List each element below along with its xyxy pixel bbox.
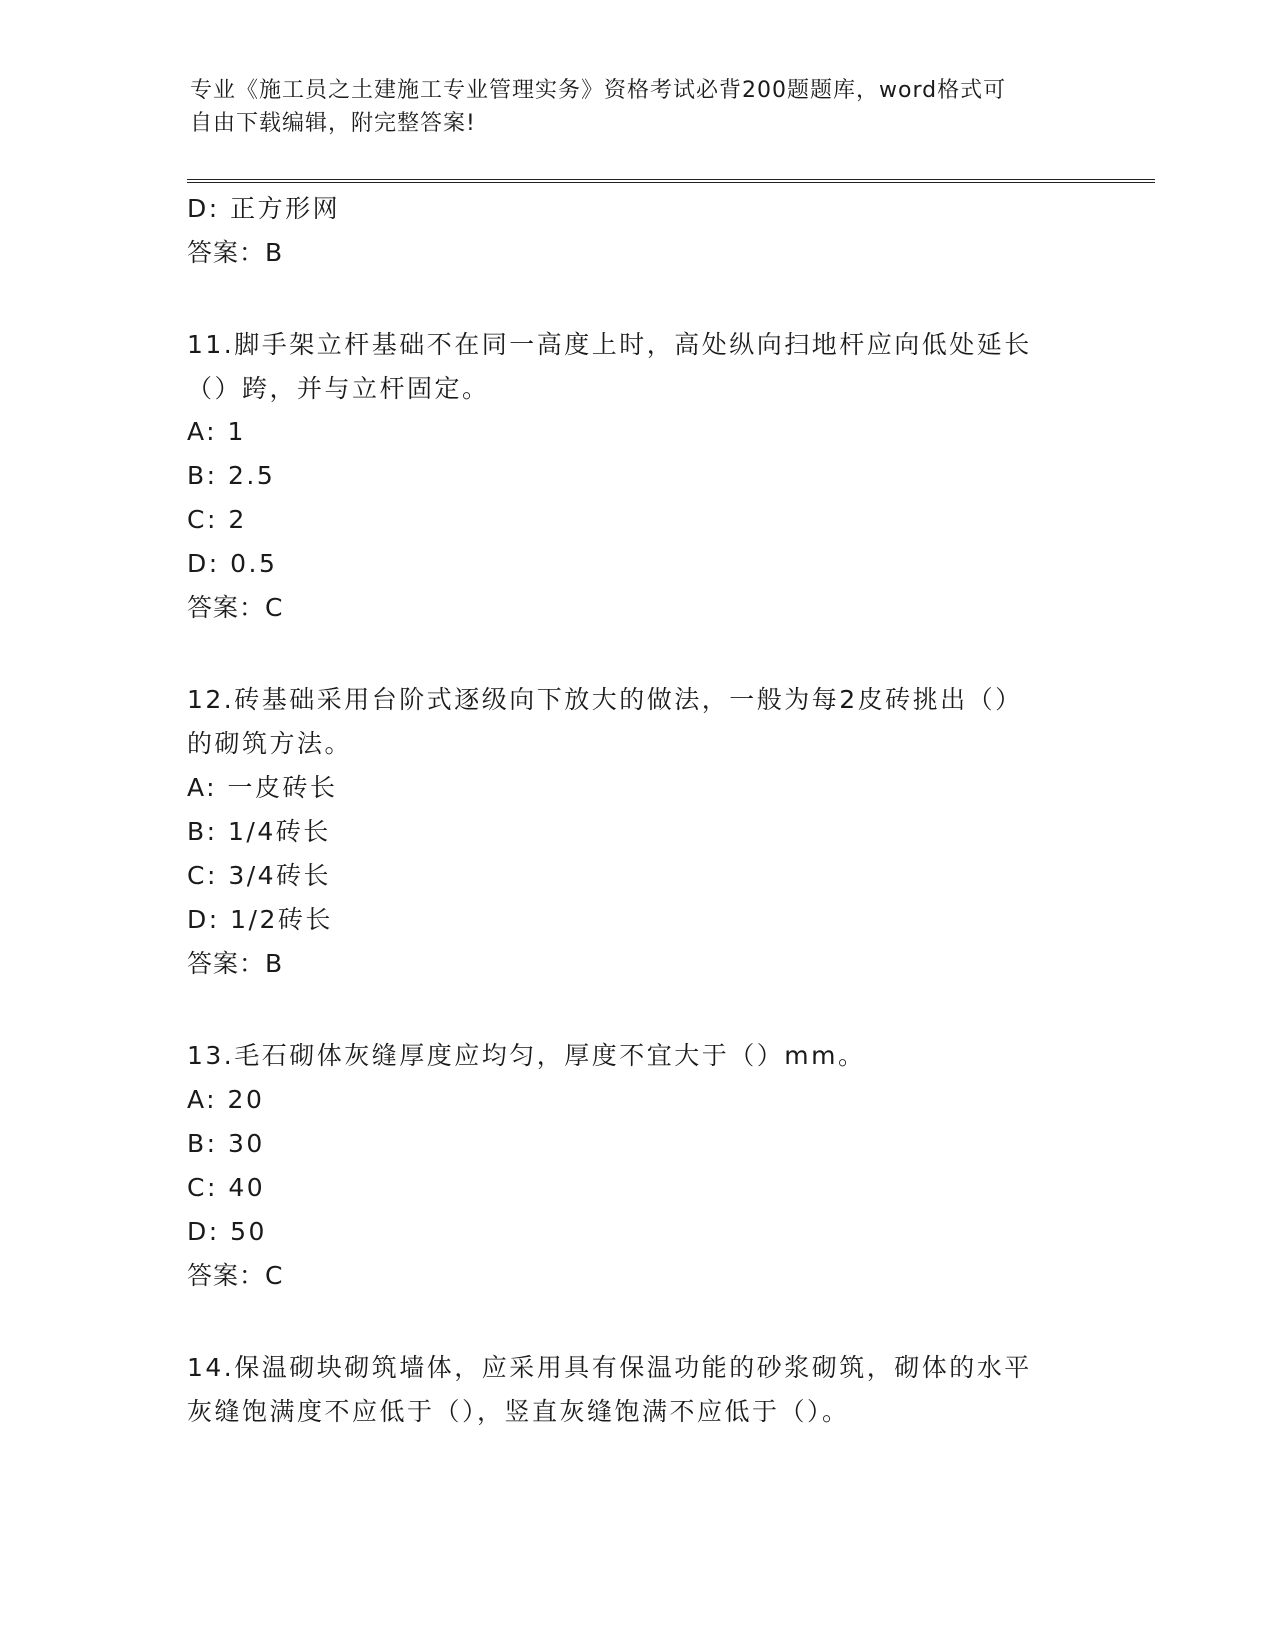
question-11-option-b: B: 2.5	[187, 461, 276, 490]
question-11-option-a: A: 1	[187, 417, 246, 446]
question-11-option-d: D: 0.5	[187, 549, 278, 578]
question-11-stem-line-1: 11.脚手架立杆基础不在同一高度上时，高处纵向扫地杆应向低处延长	[187, 330, 1032, 359]
header-title-line-2: 自由下载编辑，附完整答案!	[190, 111, 476, 136]
question-12-option-b: B: 1/4砖长	[187, 817, 331, 846]
question-12-answer: 答案：B	[187, 949, 284, 978]
question-11-stem-line-2: （）跨，并与立杆固定。	[187, 374, 490, 403]
document-header	[190, 74, 1090, 140]
question-13-answer: 答案：C	[187, 1261, 284, 1290]
header-divider	[187, 179, 1155, 183]
question-14-stem-line-2: 灰缝饱满度不应低于（），竖直灰缝饱满不应低于（）。	[187, 1397, 850, 1426]
question-13-option-b: B: 30	[187, 1129, 265, 1158]
question-12-stem-line-2: 的砌筑方法。	[187, 729, 353, 758]
question-12-option-a: A: 一皮砖长	[187, 773, 338, 802]
question-12-stem-line-1: 12.砖基础采用台阶式逐级向下放大的做法，一般为每2皮砖挑出（）	[187, 685, 1023, 714]
question-12-option-d: D: 1/2砖长	[187, 905, 333, 934]
question-11-answer: 答案：C	[187, 593, 284, 622]
question-14-stem-line-1: 14.保温砌块砌筑墙体，应采用具有保温功能的砂浆砌筑，砌体的水平	[187, 1353, 1032, 1382]
question-13-stem-line-1: 13.毛石砌体灰缝厚度应均匀，厚度不宜大于（）mm。	[187, 1041, 866, 1070]
question-13-option-c: C: 40	[187, 1173, 266, 1202]
question-13-option-d: D: 50	[187, 1217, 267, 1246]
question-13-option-a: A: 20	[187, 1085, 265, 1114]
question-12-option-c: C: 3/4砖长	[187, 861, 332, 890]
header-title-line-1: 专业《施工员之土建施工专业管理实务》资格考试必背200题题库，word格式可	[190, 78, 1007, 103]
question-11-option-c: C: 2	[187, 505, 247, 534]
fragment-answer: 答案：B	[187, 238, 284, 267]
fragment-option-d: D: 正方形网	[187, 194, 341, 223]
